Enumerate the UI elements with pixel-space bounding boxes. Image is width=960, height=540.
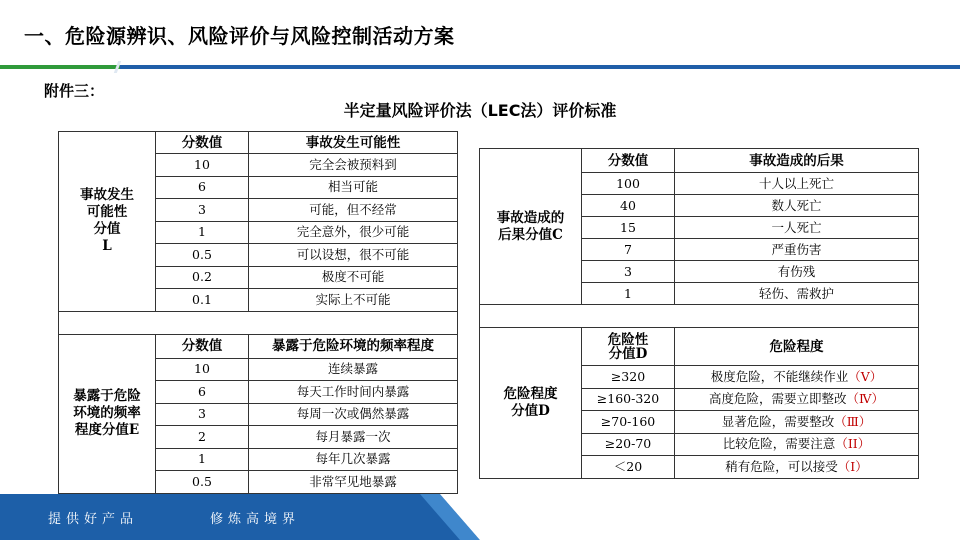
consequence-desc-cell: 有伤残 [675,261,919,283]
likelihood-header-desc: 事故发生可能性 [249,132,458,154]
danger-level-mark: （Ⅲ） [834,413,872,429]
danger-label [480,328,582,479]
consequence-label-line: 事故造成的 [496,209,565,226]
left-criteria-table [58,131,458,494]
exposure-score-cell: 6 [156,381,249,404]
consequence-desc-cell: 十人以上死亡 [675,173,919,195]
consequence-desc-cell: 数人死亡 [675,195,919,217]
exposure-header-row [59,334,458,358]
exposure-score-cell: 0.5 [156,471,249,494]
exposure-score-cell: 3 [156,403,249,426]
danger-level-mark: （Ⅴ） [848,368,883,384]
danger-level-mark: （I） [837,458,868,474]
danger-desc-cell [675,411,919,434]
danger-score-cell: ≥160-320 [582,388,675,411]
consequence-score-cell: 100 [582,173,675,195]
likelihood-score-cell: 3 [156,199,249,222]
danger-desc-cell [675,456,919,479]
consequence-header-row [480,149,919,173]
consequence-desc-cell: 严重伤害 [675,239,919,261]
consequence-score-cell: 40 [582,195,675,217]
likelihood-score-cell: 0.5 [156,244,249,267]
consequence-desc-cell: 一人死亡 [675,217,919,239]
exposure-score-cell: 2 [156,426,249,449]
likelihood-score-cell: 10 [156,154,249,177]
danger-desc-text: 比较危险，需要注意 [722,436,836,452]
exposure-header-score: 分数值 [156,334,249,358]
exposure-label-line: 程度分值E [74,422,140,438]
danger-label-line: 危险程度 [503,385,558,402]
danger-desc-text: 极度危险，不能继续作业 [710,368,849,384]
page-title: 一、危险源辨识、风险评价与风险控制活动方案 [24,24,455,48]
consequence-label-line: 后果分值C [498,226,563,243]
likelihood-score-cell: 0.2 [156,266,249,289]
exposure-label [59,334,156,493]
danger-header-score [582,328,675,366]
danger-header-row [480,328,919,366]
likelihood-label-line: 可能性 [86,204,128,221]
danger-level-mark: （Ⅳ） [846,391,884,407]
header-divider-blue [120,65,960,69]
exposure-header-desc: 暴露于危险环境的频率程度 [249,334,458,358]
likelihood-desc-cell: 极度不可能 [249,266,458,289]
exposure-label-line: 环境的频率 [73,405,141,421]
danger-header-score-line: 分值D [608,345,648,362]
footer-slogan-right: 修炼高境界 [210,512,301,527]
consequence-score-cell: 15 [582,217,675,239]
likelihood-header-row [59,132,458,154]
left-spacer-row-cell [59,311,458,334]
danger-desc-text: 高度危险，需要立即整改 [708,391,847,407]
likelihood-desc-cell: 可以设想，很不可能 [249,244,458,267]
likelihood-desc-cell: 完全意外，很少可能 [249,221,458,244]
exposure-desc-cell: 每周一次或偶然暴露 [249,403,458,426]
consequence-desc-cell: 轻伤、需救护 [675,283,919,305]
danger-score-cell: ≥70-160 [582,411,675,434]
danger-level-mark: （II） [835,436,871,452]
likelihood-label-line: 分值 [93,221,121,238]
danger-header-desc: 危险程度 [675,328,919,366]
danger-score-cell: ≥20-70 [582,433,675,456]
exposure-label-line: 暴露于危险 [73,388,141,404]
danger-desc-cell [675,433,919,456]
right-spacer-row-cell [480,305,919,328]
header-divider-green [0,65,120,69]
danger-desc-text: 稍有危险，可以接受 [725,458,838,474]
right-spacer-row [480,305,919,328]
danger-desc-text: 显著危险，需要整改 [721,413,835,429]
exposure-desc-cell: 每年几次暴露 [249,448,458,471]
danger-score-cell: ≥320 [582,366,675,389]
exposure-desc-cell: 每天工作时间内暴露 [249,381,458,404]
table-caption: 半定量风险评价法（LEC法）评价标准 [343,101,617,120]
consequence-header-score: 分数值 [582,149,675,173]
right-criteria-table [479,148,919,479]
likelihood-desc-cell: 相当可能 [249,176,458,199]
likelihood-score-cell: 6 [156,176,249,199]
exposure-score-cell: 10 [156,358,249,381]
likelihood-score-cell: 0.1 [156,289,249,312]
danger-score-cell: ＜20 [582,456,675,479]
left-spacer-row [59,311,458,334]
footer-band [0,494,960,540]
exposure-desc-cell: 每月暴露一次 [249,426,458,449]
likelihood-desc-cell: 实际上不可能 [249,289,458,312]
danger-desc-cell [675,366,919,389]
likelihood-label-line: L [102,238,112,255]
likelihood-label-line: 事故发生 [80,187,134,204]
footer-slogan-left: 提供好产品 [48,512,139,527]
consequence-header-desc: 事故造成的后果 [675,149,919,173]
exposure-score-cell: 1 [156,448,249,471]
exposure-desc-cell: 连续暴露 [249,358,458,381]
consequence-score-cell: 7 [582,239,675,261]
likelihood-label [59,132,156,312]
exposure-desc-cell: 非常罕见地暴露 [249,471,458,494]
likelihood-desc-cell: 可能，但不经常 [249,199,458,222]
likelihood-header-score: 分数值 [156,132,249,154]
danger-label-line: 分值D [511,402,550,419]
danger-header-score-line: 危险性 [607,331,649,348]
danger-desc-cell [675,388,919,411]
attachment-label: 附件三： [44,82,105,100]
consequence-label [480,149,582,305]
likelihood-desc-cell: 完全会被预料到 [249,154,458,177]
likelihood-score-cell: 1 [156,221,249,244]
consequence-score-cell: 1 [582,283,675,305]
consequence-score-cell: 3 [582,261,675,283]
